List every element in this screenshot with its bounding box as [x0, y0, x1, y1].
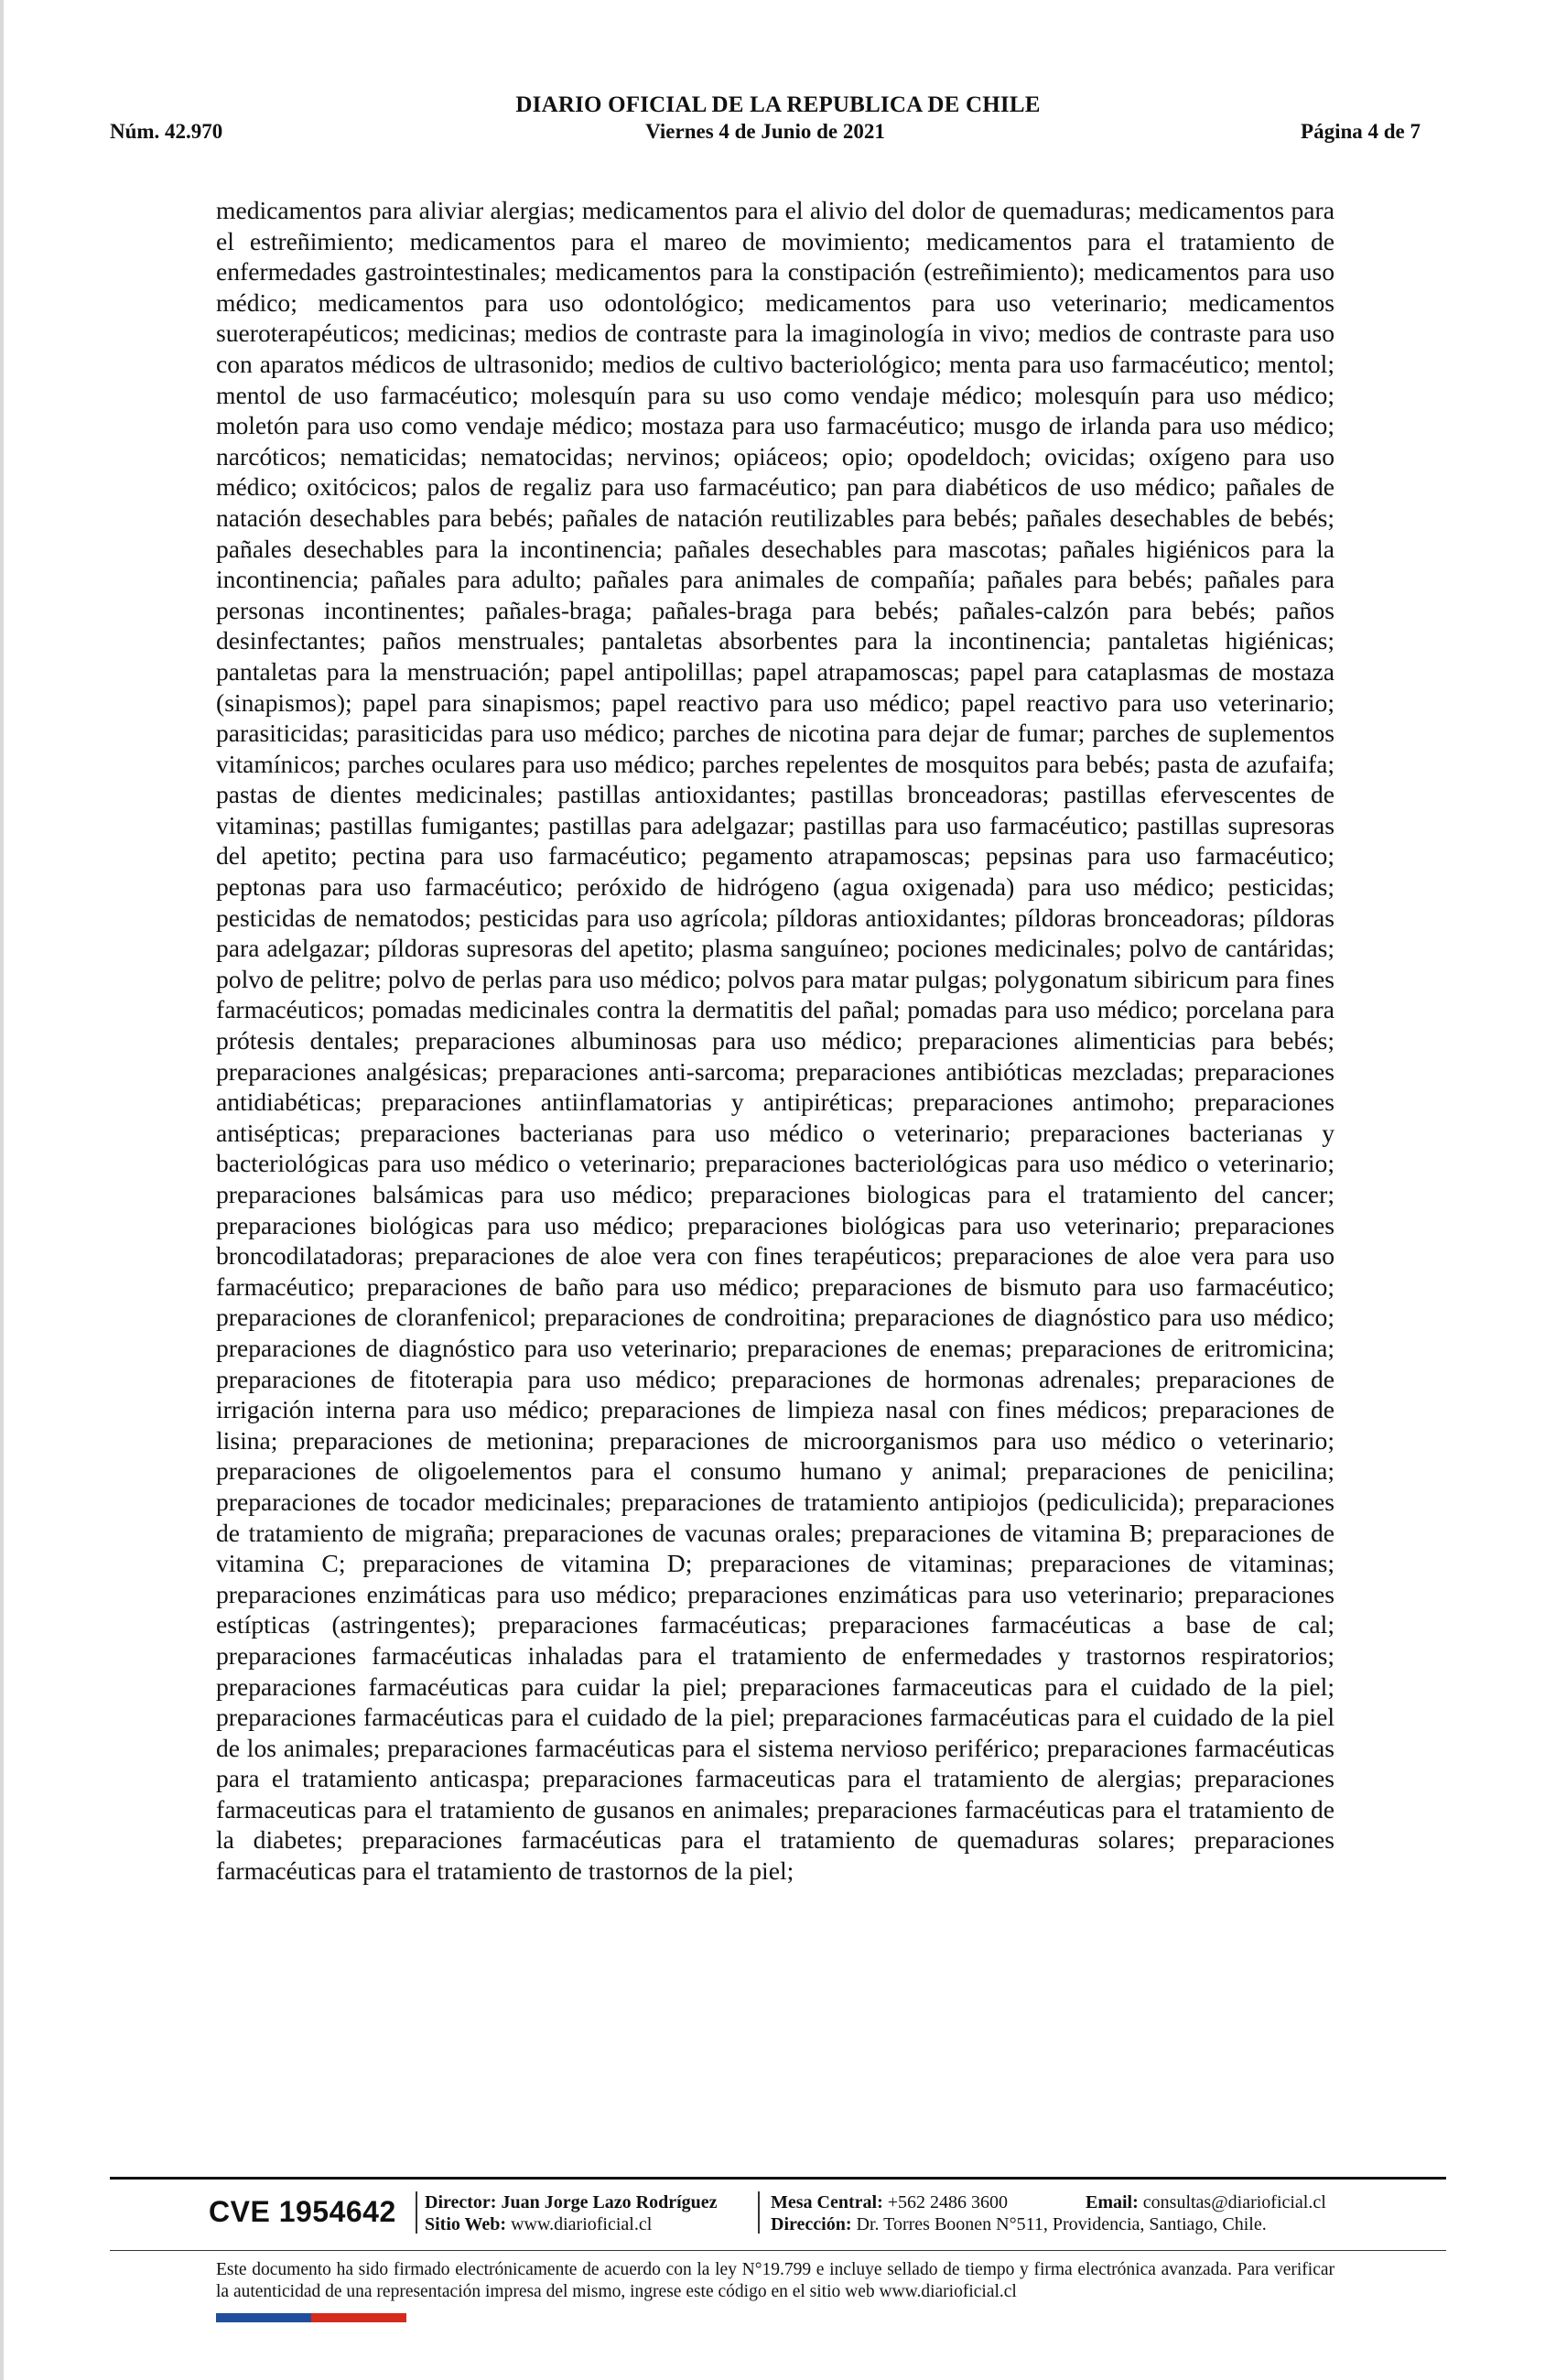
phone-value: +562 2486 3600 — [887, 2192, 1009, 2212]
footer-bottom-rule — [110, 2250, 1446, 2251]
signature-disclaimer: Este documento ha sido firmado electrónicamente de acuerdo con la ley N°19.799 e incluye sellado de tiempo y firma electrónica avanzada. Para verificar la autenticidad de una representación impresa del mismo, ingrese este código en el sitio web www.diarioficial.cl — [216, 2260, 1334, 2301]
page-indicator: Página 4 de 7 — [1301, 120, 1421, 143]
footer-divider — [416, 2191, 417, 2234]
email-label: Email: — [1086, 2192, 1139, 2212]
document-body: medicamentos para aliviar alergias; medicamentos para el alivio del dolor de quemaduras; medicamentos para el estreñimiento; medicamentos para el mareo de movimiento; medicamentos para el tratamiento de enfermedades gastrointestinales; medicamentos para la constipación (estreñimiento); medicamentos para uso médico; medicamentos para uso odontológico; medicamentos para uso veterinario; medicamentos sueroterapéuticos; medicinas; medios de contraste para la imaginología in vivo; medios de contraste para uso con aparatos médicos de ultrasonido; medios de cultivo bacteriológico; menta para uso farmacéutico; mentol; mentol de uso farmacéutico; molesquín para su uso como vendaje médico; molesquín para uso médico; moletón para uso como vendaje médico; mostaza para uso farmacéutico; musgo de irlanda para uso médico; narcóticos; nematicidas; nematocidas; nervinos; opiáceos; opio; opodeldoch; ovicidas; oxígeno para uso médico; oxitócicos; palos de regaliz para uso farmacéutico; pan para diabéticos de uso médico; pañales de natación desechables para bebés; pañales de natación reutilizables para bebés; pañales desechables de bebés; pañales desechables para la incontinencia; pañales desechables para mascotas; pañales higiénicos para la incontinencia; pañales para adulto; pañales para animales de compañía; pañales para bebés; pañales para personas incontinentes; pañales-braga; pañales-braga para bebés; pañales-calzón para bebés; paños desinfectantes; paños menstruales; pantaletas absorbentes para la incontinencia; pantaletas higiénicas; pantaletas para la menstruación; papel antipolillas; papel atrapamoscas; papel para cataplasmas de mostaza (sinapismos); papel para sinapismos; papel reactivo para uso médico; papel reactivo para uso veterinario; parasiticidas; parasiticidas para uso médico; parches de nicotina para dejar de fumar; parches de suplementos vitamínicos; parches oculares para uso médico; parches repelentes de mosquitos para bebés; pasta de azufaifa; pastas de dientes medicinales; pastillas antioxidantes; pastillas bronceadoras; pastillas efervescentes de vitaminas; pastillas fumigantes; pastillas para adelgazar; pastillas para uso farmacéutico; pastillas supresoras del apetito; pectina para uso farmacéutico; pegamento atrapamoscas; pepsinas para uso farmacéutico; peptonas para uso farmacéutico; peróxido de hidrógeno (agua oxigenada) para uso médico; pesticidas; pesticidas de nematodos; pesticidas para uso agrícola; píldoras antioxidantes; píldoras bronceadoras; píldoras para adelgazar; píldoras supresoras del apetito; plasma sanguíneo; pociones medicinales; polvo de cantáridas; polvo de pelitre; polvo de perlas para uso médico; polvos para matar pulgas; polygonatum sibiricum para fines farmacéuticos; pomadas medicinales contra la dermatitis del pañal; pomadas para uso médico; porcelana para prótesis dentales; preparaciones albuminosas para uso médico; preparaciones alimenticias para bebés; preparaciones analgésicas; preparaciones anti-sarcoma; preparaciones antibióticas mezcladas; preparaciones antidiabéticas; preparaciones antiinflamatorias y antipiréticas; preparaciones antimoho; preparaciones antisépticas; preparaciones bacterianas para uso médico o veterinario; preparaciones bacterianas y bacteriológicas para uso médico o veterinario; preparaciones bacteriológicas para uso médico o veterinario; preparaciones balsámicas para uso médico; preparaciones biologicas para el tratamiento del cancer; preparaciones biológicas para uso médico; preparaciones biológicas para uso veterinario; preparaciones broncodilatadoras; preparaciones de aloe vera con fines terapéuticos; preparaciones de aloe vera para uso farmacéutico; preparaciones de baño para uso médico; preparaciones de bismuto para uso farmacéutico; preparaciones de cloranfenicol; preparaciones de condroitina; preparaciones de diagnóstico para uso médico; preparaciones de diagnóstico para uso veterinario; preparaciones de enemas; preparaciones de eritromicina; preparaciones de fitoterapia para uso médico; preparaciones de hormonas adrenales; preparaciones de irrigación interna para uso médico; preparaciones de limpieza nasal con fines médicos; preparaciones de lisina; preparaciones de metionina; preparaciones de microorganismos para uso médico o veterinario; preparaciones de oligoelementos para el consumo humano y animal; preparaciones de penicilina; preparaciones de tocador medicinales; preparaciones de tratamiento antipiojos (pediculicida); preparaciones de tratamiento de migraña; preparaciones de vacunas orales; preparaciones de vitamina B; preparaciones de vitamina C; preparaciones de vitamina D; preparaciones de vitaminas; preparaciones de vitaminas; preparaciones enzimáticas para uso médico; preparaciones enzimáticas para uso veterinario; preparaciones estípticas (astringentes); preparaciones farmacéuticas; preparaciones farmacéuticas a base de cal; preparaciones farmacéuticas inhaladas para el tratamiento de enfermedades y trastornos respiratorios; preparaciones farmacéuticas para cuidar la piel; preparaciones farmaceuticas para el cuidado de la piel; preparaciones farmacéuticas para el cuidado de la piel; preparaciones farmacéuticas para el cuidado de la piel de los animales; preparaciones farmacéuticas para el sistema nervioso periférico; preparaciones farmacéuticas para el tratamiento anticaspa; preparaciones farmaceuticas para el tratamiento de alergias; preparaciones farmaceuticas para el tratamiento de gusanos en animales; preparaciones farmacéuticas para el tratamiento de la diabetes; preparaciones farmacéuticas para el tratamiento de quemaduras solares; preparaciones farmacéuticas para el tratamiento de trastornos de la piel; — [216, 196, 1334, 1886]
phone-label: Mesa Central: — [771, 2192, 883, 2212]
footer-divider — [758, 2191, 760, 2234]
issue-date: Viernes 4 de Junio de 2021 — [645, 120, 885, 143]
footer-top-rule — [110, 2177, 1446, 2180]
address-label: Dirección: — [771, 2214, 852, 2234]
flag-blue-segment — [216, 2313, 311, 2322]
director-name: Juan Jorge Lazo Rodríguez — [501, 2192, 718, 2212]
newspaper-title: DIARIO OFICIAL DE LA REPUBLICA DE CHILE — [515, 92, 1041, 117]
site-label: Sitio Web: — [425, 2214, 507, 2234]
footer-info — [110, 2188, 1446, 2239]
page-edge — [0, 0, 4, 2380]
cve-code: CVE 1954642 — [209, 2195, 396, 2228]
email-link[interactable]: consultas@diarioficial.cl — [1142, 2192, 1326, 2212]
address-value: Dr. Torres Boonen N°511, Providencia, Santiago, Chile. — [856, 2214, 1267, 2234]
footer-director-column — [425, 2191, 718, 2235]
flag-red-segment — [311, 2313, 406, 2322]
director-label: Director: — [425, 2192, 497, 2212]
issue-number: Núm. 42.970 — [110, 120, 223, 143]
chile-flag-bar — [216, 2313, 406, 2322]
site-link[interactable]: www.diarioficial.cl — [511, 2214, 653, 2234]
footer-contact-column — [771, 2191, 1446, 2235]
